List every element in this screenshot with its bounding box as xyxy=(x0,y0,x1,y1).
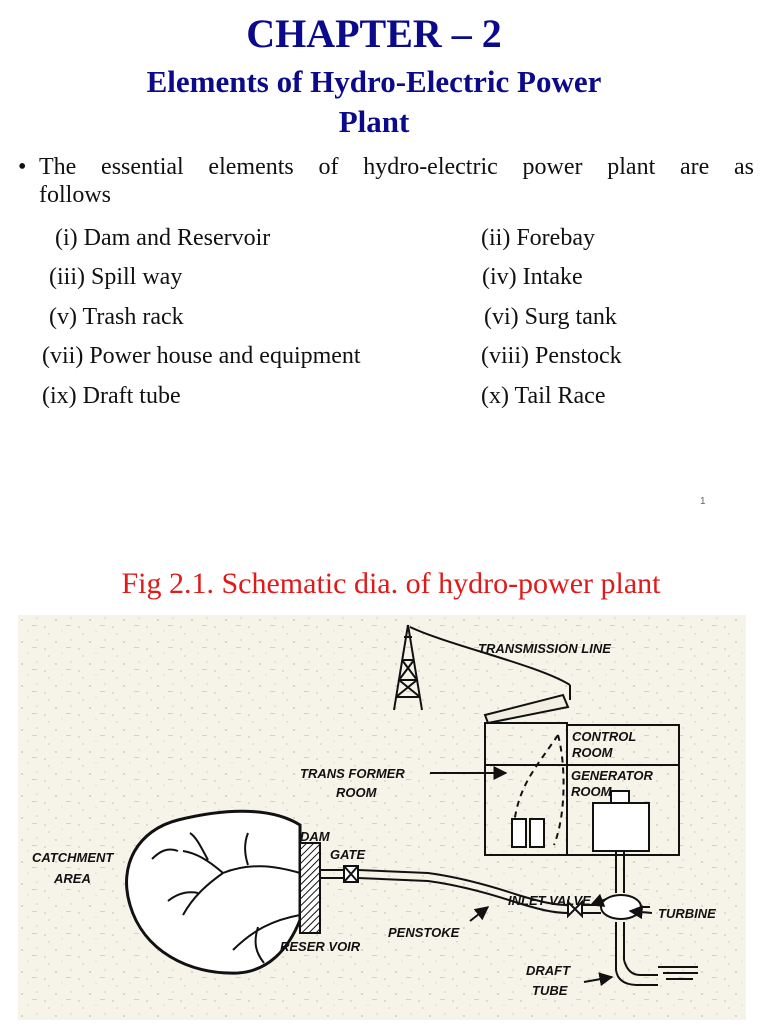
dam xyxy=(300,843,320,933)
label-transformer-room-line2: ROOM xyxy=(336,785,377,800)
list-item: (vi) Surg tank xyxy=(484,304,617,330)
label-penstoke: PENSTOKE xyxy=(388,925,460,940)
figure-caption: Fig 2.1. Schematic dia. of hydro-power plant xyxy=(121,567,661,600)
list-item: (iii) Spill way xyxy=(49,264,183,290)
list-item: (iv) Intake xyxy=(482,264,583,290)
subtitle-line-1: Elements of Hydro-Electric Power xyxy=(146,64,602,99)
chapter-subtitle xyxy=(0,62,748,142)
label-control-room-line2: ROOM xyxy=(572,745,613,760)
label-control-room-line1: CONTROL xyxy=(572,729,637,744)
bullet-dot: • xyxy=(18,154,27,180)
label-generator-room-line2: ROOM xyxy=(571,784,612,799)
page-number: 1 xyxy=(700,496,706,507)
list-item: (v) Trash rack xyxy=(49,304,184,330)
label-catchment-line1: CATCHMENT xyxy=(32,850,114,865)
intro-line-2: follows xyxy=(39,182,111,208)
label-draft-tube-line2: TUBE xyxy=(532,983,568,998)
turbine-icon xyxy=(601,895,641,919)
intro-line-1: The essential elements of hydro-electric power plant are as xyxy=(39,154,754,180)
hydro-plant-schematic xyxy=(18,615,746,1020)
label-dam: DAM xyxy=(300,829,330,844)
label-draft-tube-line1: DRAFT xyxy=(526,963,571,978)
label-reservoir: RESER VOIR xyxy=(280,939,361,954)
list-item: (x) Tail Race xyxy=(481,383,606,409)
list-item: (ii) Forebay xyxy=(481,225,595,251)
label-transformer-room-line1: TRANS FORMER xyxy=(300,766,405,781)
label-catchment-line2: AREA xyxy=(54,871,91,886)
list-item: (vii) Power house and equipment xyxy=(42,343,361,369)
list-item: (i) Dam and Reservoir xyxy=(55,225,271,251)
label-turbine: TURBINE xyxy=(658,906,716,921)
list-item: (ix) Draft tube xyxy=(42,383,181,409)
label-gate: GATE xyxy=(330,847,366,862)
label-transmission-line: TRANSMISSION LINE xyxy=(478,641,611,656)
gate-icon xyxy=(344,866,358,882)
subtitle-line-2: Plant xyxy=(338,104,410,139)
label-generator-room-line1: GENERATOR xyxy=(571,768,653,783)
list-item: (viii) Penstock xyxy=(481,343,622,369)
chapter-title: CHAPTER – 2 xyxy=(246,11,502,56)
label-inlet-valve: INLET VALVE xyxy=(508,893,591,908)
